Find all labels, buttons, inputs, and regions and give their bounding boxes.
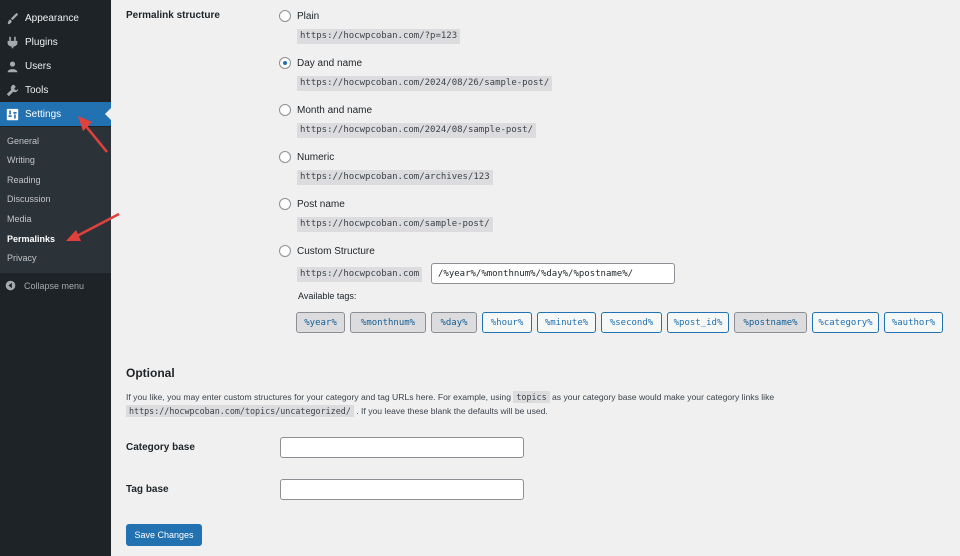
submenu-discussion[interactable]: Discussion bbox=[7, 194, 51, 204]
option-numeric[interactable] bbox=[279, 151, 334, 163]
option-label: Numeric bbox=[297, 151, 335, 163]
tag-hour-button[interactable]: %hour% bbox=[482, 312, 532, 333]
category-base-label: Category base bbox=[126, 442, 195, 453]
desc-code-topics: topics bbox=[513, 391, 549, 403]
example-url-post-name: https://hocwpcoban.com/sample-post/ bbox=[297, 217, 493, 232]
option-label: Month and name bbox=[297, 104, 373, 116]
collapse-icon bbox=[5, 280, 17, 292]
tag-author-button[interactable]: %author% bbox=[884, 312, 943, 333]
tag-year-button[interactable]: %year% bbox=[296, 312, 345, 333]
tag-minute-button[interactable]: %minute% bbox=[537, 312, 596, 333]
radio-post-name[interactable] bbox=[279, 198, 291, 210]
example-url-numeric: https://hocwpcoban.com/archives/123 bbox=[297, 170, 493, 185]
example-url-plain: https://hocwpcoban.com/?p=123 bbox=[297, 29, 460, 44]
submenu-privacy[interactable]: Privacy bbox=[7, 253, 37, 263]
option-label: Day and name bbox=[297, 57, 363, 69]
option-label: Plain bbox=[297, 10, 320, 22]
tag-category-button[interactable]: %category% bbox=[812, 312, 879, 333]
permalink-structure-heading: Permalink structure bbox=[126, 10, 220, 21]
custom-structure-input[interactable] bbox=[431, 263, 675, 284]
tag-base-label: Tag base bbox=[126, 484, 169, 495]
radio-day-and-name[interactable] bbox=[279, 57, 291, 69]
submenu-media[interactable]: Media bbox=[7, 214, 32, 224]
menu-item-label: Plugins bbox=[25, 36, 58, 48]
tag-monthnum-button[interactable]: %monthnum% bbox=[350, 312, 426, 333]
tag-day-button[interactable]: %day% bbox=[431, 312, 477, 333]
tag-second-button[interactable]: %second% bbox=[601, 312, 662, 333]
option-month-and-name[interactable] bbox=[279, 104, 372, 116]
tag-post-id-button[interactable]: %post_id% bbox=[667, 312, 729, 333]
tag-postname-button[interactable]: %postname% bbox=[734, 312, 807, 333]
collapse-menu-button[interactable] bbox=[0, 278, 111, 294]
desc-text: as your category base would make your category links like bbox=[552, 392, 775, 402]
menu-item-label: Users bbox=[25, 60, 52, 72]
custom-structure-prefix: https://hocwpcoban.com bbox=[297, 267, 422, 282]
collapse-label: Collapse menu bbox=[24, 281, 85, 291]
submenu-reading[interactable]: Reading bbox=[7, 175, 41, 185]
menu-item-label: Tools bbox=[25, 84, 49, 96]
radio-plain[interactable] bbox=[279, 10, 291, 22]
option-label: Custom Structure bbox=[297, 245, 375, 257]
radio-numeric[interactable] bbox=[279, 151, 291, 163]
option-custom-structure[interactable] bbox=[279, 245, 375, 257]
main-content bbox=[111, 0, 960, 556]
example-url-day-and-name: https://hocwpcoban.com/2024/08/26/sample-post/ bbox=[297, 76, 552, 91]
submenu-writing[interactable]: Writing bbox=[7, 155, 35, 165]
submenu-general[interactable]: General bbox=[7, 136, 40, 146]
option-label: Post name bbox=[297, 198, 345, 210]
submenu-permalinks[interactable]: Permalinks bbox=[7, 234, 56, 244]
option-post-name[interactable] bbox=[279, 198, 345, 210]
category-base-input[interactable] bbox=[280, 437, 524, 458]
menu-item-label: Settings bbox=[25, 108, 62, 120]
example-url-month-and-name: https://hocwpcoban.com/2024/08/sample-post/ bbox=[297, 123, 536, 138]
menu-item-label: Appearance bbox=[25, 12, 79, 24]
arrow-to-settings bbox=[78, 116, 107, 152]
option-day-and-name[interactable] bbox=[279, 57, 362, 69]
radio-month-and-name[interactable] bbox=[279, 104, 291, 116]
available-tags-label: Available tags: bbox=[298, 291, 357, 301]
optional-heading: Optional bbox=[126, 366, 175, 380]
tag-base-input[interactable] bbox=[280, 479, 524, 500]
radio-custom-structure[interactable] bbox=[279, 245, 291, 257]
desc-text: If you like, you may enter custom structures for your category and tag URLs here. For example, using bbox=[126, 392, 511, 402]
desc-text: . If you leave these blank the defaults will be used. bbox=[356, 406, 548, 416]
save-changes-button[interactable]: Save Changes bbox=[126, 524, 202, 546]
desc-code-url: https://hocwpcoban.com/topics/uncategorized/ bbox=[126, 405, 354, 417]
option-plain[interactable] bbox=[279, 10, 319, 22]
optional-description bbox=[126, 390, 886, 418]
